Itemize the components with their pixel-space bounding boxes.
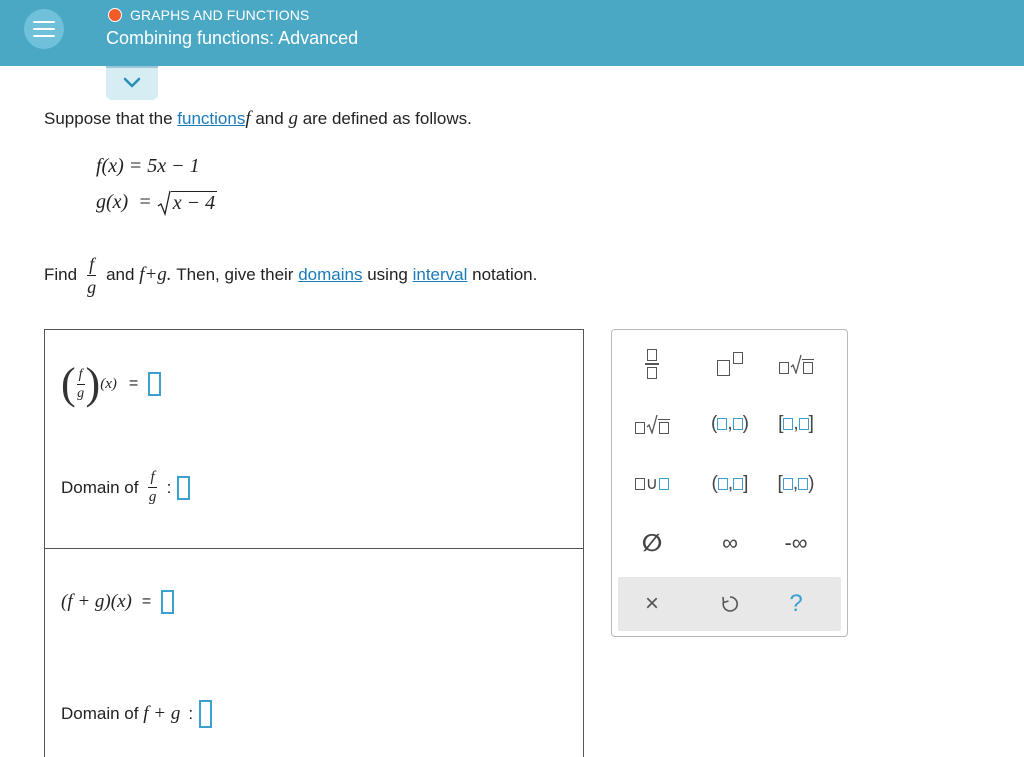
domain-of-label: Domain of bbox=[61, 477, 139, 497]
clear-button[interactable] bbox=[620, 584, 684, 624]
square-root-icon bbox=[157, 190, 171, 216]
and-text-2: and bbox=[106, 265, 135, 284]
close-icon: × bbox=[644, 590, 659, 617]
topic-text: GRAPHS AND FUNCTIONS bbox=[130, 7, 310, 23]
radical-key[interactable] bbox=[620, 404, 684, 444]
help-icon: ? bbox=[789, 590, 803, 617]
g-definition bbox=[96, 190, 217, 214]
negative-infinity-key[interactable] bbox=[764, 523, 828, 563]
exponent-icon bbox=[717, 352, 743, 376]
nth-root-key[interactable] bbox=[764, 344, 828, 384]
undo-icon bbox=[720, 594, 740, 614]
closed-interval-icon: [ , ] bbox=[778, 413, 814, 434]
domain-numerator: f bbox=[150, 469, 155, 485]
using-text: using bbox=[367, 265, 408, 284]
find-instruction bbox=[44, 250, 537, 300]
intro-text: Suppose that the bbox=[44, 109, 173, 128]
header-bar bbox=[0, 0, 1024, 66]
quotient-denominator: g bbox=[77, 385, 85, 401]
hamburger-icon bbox=[33, 21, 55, 37]
f-symbol: f bbox=[245, 108, 251, 129]
g-radicand: x − 4 bbox=[172, 192, 216, 214]
half-open-right-key[interactable] bbox=[698, 464, 762, 504]
open-interval-key[interactable] bbox=[698, 404, 762, 444]
then-text: Then, give their bbox=[176, 265, 294, 284]
functions-link[interactable]: functions bbox=[177, 109, 246, 128]
exponent-key[interactable] bbox=[698, 344, 762, 384]
union-icon: ∪ bbox=[635, 474, 669, 494]
quotient-domain-input[interactable] bbox=[177, 476, 190, 500]
topic-label bbox=[108, 7, 309, 23]
intro-tail-text: are defined as follows. bbox=[302, 109, 472, 128]
equals-sign-2: = bbox=[141, 593, 152, 610]
help-button[interactable] bbox=[764, 584, 828, 624]
quotient-argument: (x) bbox=[100, 375, 117, 392]
colon: : bbox=[166, 477, 172, 497]
empty-set-key[interactable] bbox=[620, 523, 684, 563]
quotient-fraction bbox=[77, 368, 85, 401]
half-open-left-key[interactable] bbox=[764, 464, 828, 504]
closed-interval-key[interactable] bbox=[764, 404, 828, 444]
notation-text: notation. bbox=[472, 265, 538, 284]
nth-root-icon bbox=[779, 354, 814, 374]
answer-area bbox=[44, 329, 584, 757]
find-text: Find bbox=[44, 265, 78, 284]
half-open-right-icon: ( , ] bbox=[711, 473, 749, 494]
quotient-answer-input[interactable] bbox=[148, 372, 161, 396]
progress-dot-icon bbox=[108, 8, 122, 22]
infinity-icon: ∞ bbox=[722, 530, 738, 555]
quotient-expression: ( $\frac{f}{g}$ ) (x) = bbox=[61, 362, 161, 406]
domain-fraction bbox=[148, 470, 156, 505]
open-interval-icon: ( , ) bbox=[711, 413, 749, 434]
fraction-numerator: f bbox=[89, 253, 95, 274]
half-open-left-icon: [ , ) bbox=[777, 473, 815, 494]
menu-button[interactable] bbox=[24, 9, 64, 49]
f-over-g-fraction bbox=[87, 255, 96, 296]
radical-icon bbox=[635, 414, 670, 434]
fraction-icon bbox=[645, 349, 659, 379]
negative-infinity-icon: -∞ bbox=[784, 530, 808, 555]
equals-sign: = bbox=[128, 375, 139, 392]
fraction-denominator: g bbox=[87, 276, 97, 297]
answer-divider bbox=[45, 548, 583, 549]
domain-of-sum-label: Domain of bbox=[61, 704, 139, 723]
quotient-numerator: f bbox=[78, 366, 83, 382]
g-symbol: g bbox=[288, 108, 298, 129]
page-title: Combining functions: Advanced bbox=[106, 28, 359, 48]
chevron-down-icon bbox=[123, 77, 141, 89]
sum-name: f + g bbox=[143, 703, 181, 724]
fraction-key[interactable] bbox=[620, 344, 684, 384]
math-keypad bbox=[611, 329, 848, 637]
sum-expression bbox=[61, 590, 174, 614]
g-definition-lhs: g(x) = bbox=[96, 191, 157, 213]
infinity-key[interactable] bbox=[698, 523, 762, 563]
f-definition bbox=[96, 155, 200, 178]
keypad-actions bbox=[618, 577, 841, 631]
union-key[interactable] bbox=[620, 464, 684, 504]
expand-toggle[interactable] bbox=[106, 66, 158, 100]
domains-link[interactable]: domains bbox=[298, 265, 363, 284]
domain-denominator: g bbox=[148, 489, 157, 505]
problem-statement bbox=[44, 108, 472, 130]
empty-set-icon: ∅ bbox=[641, 529, 663, 557]
and-text: and bbox=[255, 109, 284, 128]
sum-answer-input[interactable] bbox=[161, 590, 174, 614]
interval-link[interactable]: interval bbox=[412, 265, 468, 284]
sum-lhs: (f + g)(x) bbox=[61, 591, 132, 612]
sum-domain-input[interactable] bbox=[199, 700, 212, 728]
f-definition-text: f(x) = 5x − 1 bbox=[96, 155, 200, 177]
quotient-domain-row bbox=[61, 470, 190, 505]
sum-domain-row bbox=[61, 700, 212, 728]
colon-2: : bbox=[188, 704, 194, 723]
f-plus-g-text: f+g. bbox=[139, 264, 172, 285]
undo-button[interactable] bbox=[698, 584, 762, 624]
